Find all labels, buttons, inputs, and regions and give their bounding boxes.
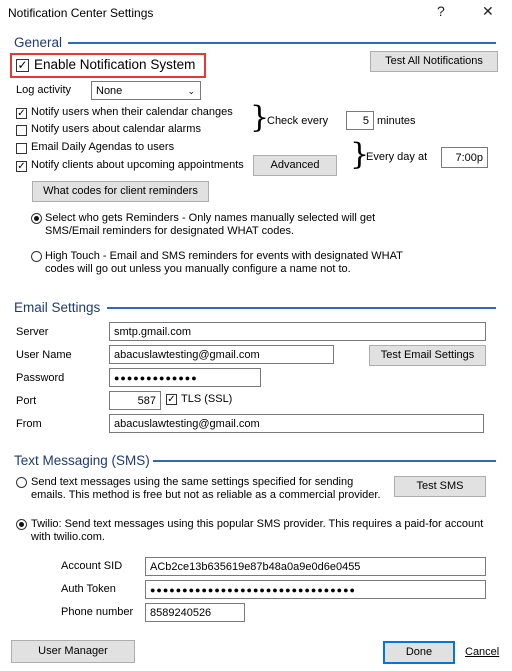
- option-calendar-changes-label: Notify users when their calendar changes: [31, 106, 233, 118]
- log-activity-select[interactable]: [91, 81, 201, 100]
- window-title: Notification Center Settings: [8, 6, 154, 20]
- test-all-notifications-button[interactable]: Test All Notifications: [370, 51, 498, 72]
- log-activity-value: None: [96, 85, 123, 97]
- checkmark-icon: ✓: [17, 58, 28, 72]
- test-email-settings-button[interactable]: Test Email Settings: [369, 345, 486, 366]
- cancel-button[interactable]: Cancel: [465, 646, 500, 658]
- user-manager-button[interactable]: User Manager: [11, 640, 135, 663]
- sms-divider: [153, 460, 496, 462]
- sms-same-settings-radio[interactable]: [16, 477, 27, 488]
- phone-number-label: Phone number: [61, 606, 134, 618]
- enable-notification-label: Enable Notification System: [34, 57, 196, 72]
- check-every-label: Check every: [267, 115, 329, 127]
- sms-twilio-label: Twilio: Send text messages using this popular SMS provider. This requires a paid-for account with twilio.com.: [31, 518, 484, 543]
- option-notify-clients-label: Notify clients about upcoming appointments: [31, 159, 244, 171]
- phone-number-input[interactable]: 8589240526: [145, 603, 245, 622]
- username-input[interactable]: abacuslawtesting@gmail.com: [109, 345, 334, 364]
- test-sms-button[interactable]: Test SMS: [394, 476, 486, 497]
- auth-token-label: Auth Token: [61, 583, 116, 595]
- every-day-label: Every day at: [366, 151, 428, 163]
- server-input[interactable]: smtp.gmail.com: [109, 322, 486, 341]
- from-label: From: [16, 418, 42, 430]
- advanced-button[interactable]: Advanced: [253, 155, 337, 176]
- option-daily-agendas-label: Email Daily Agendas to users: [31, 141, 175, 153]
- what-codes-button[interactable]: What codes for client reminders: [32, 181, 209, 202]
- close-icon[interactable]: ✕: [482, 3, 494, 19]
- every-day-time-input[interactable]: 7:00p: [441, 147, 488, 168]
- reminders-select-label: Select who gets Reminders - Only names manually selected will get SMS/Email reminders for designated WHAT codes.: [45, 212, 376, 237]
- chevron-down-icon: ⌄: [187, 86, 195, 96]
- password-input[interactable]: ●●●●●●●●●●●●●: [109, 368, 261, 387]
- auth-token-input[interactable]: ●●●●●●●●●●●●●●●●●●●●●●●●●●●●●●●●: [145, 580, 486, 599]
- email-divider: [107, 307, 496, 309]
- brace-icon: }: [350, 137, 370, 172]
- minutes-label: minutes: [377, 115, 416, 127]
- from-input[interactable]: abacuslawtesting@gmail.com: [109, 414, 484, 433]
- email-heading: Email Settings: [14, 300, 101, 315]
- enable-notification-checkbox[interactable]: [16, 59, 29, 72]
- reminders-high-touch-label: High Touch - Email and SMS reminders for events with designated WHAT codes will go out unless you manually configure a name not to.: [45, 250, 403, 275]
- sms-same-settings-label: Send text messages using the same settings specified for sending emails. This method is free but not as reliable as a commercial provider.: [31, 476, 381, 501]
- reminders-high-touch-radio[interactable]: [31, 251, 42, 262]
- account-sid-label: Account SID: [61, 560, 123, 572]
- help-icon[interactable]: ?: [437, 3, 445, 19]
- port-label: Port: [16, 395, 37, 407]
- option-daily-agendas-checkbox[interactable]: [16, 143, 27, 154]
- username-label: User Name: [16, 349, 72, 361]
- option-calendar-changes-checkbox[interactable]: ✓: [17, 108, 26, 119]
- check-every-input[interactable]: 5: [346, 111, 374, 130]
- done-button[interactable]: Done: [383, 641, 455, 664]
- reminders-select-radio[interactable]: [31, 213, 42, 224]
- option-notify-clients-checkbox[interactable]: ✓: [17, 161, 26, 172]
- brace-icon: }: [250, 100, 270, 135]
- server-label: Server: [16, 326, 49, 338]
- general-heading: General: [14, 35, 63, 50]
- option-calendar-alarms-checkbox[interactable]: [16, 125, 27, 136]
- port-input[interactable]: 587: [109, 391, 161, 410]
- tls-checkbox[interactable]: ✓: [167, 394, 176, 405]
- option-calendar-alarms-label: Notify users about calendar alarms: [31, 123, 201, 135]
- general-divider: [68, 42, 496, 44]
- account-sid-input[interactable]: ACb2ce13b635619e87b48a0a9e0d6e0455: [145, 557, 486, 576]
- tls-label: TLS (SSL): [181, 393, 233, 405]
- password-label: Password: [16, 372, 65, 384]
- sms-heading: Text Messaging (SMS): [14, 453, 150, 468]
- log-activity-label: Log activity: [16, 84, 72, 96]
- sms-twilio-radio[interactable]: [16, 519, 27, 530]
